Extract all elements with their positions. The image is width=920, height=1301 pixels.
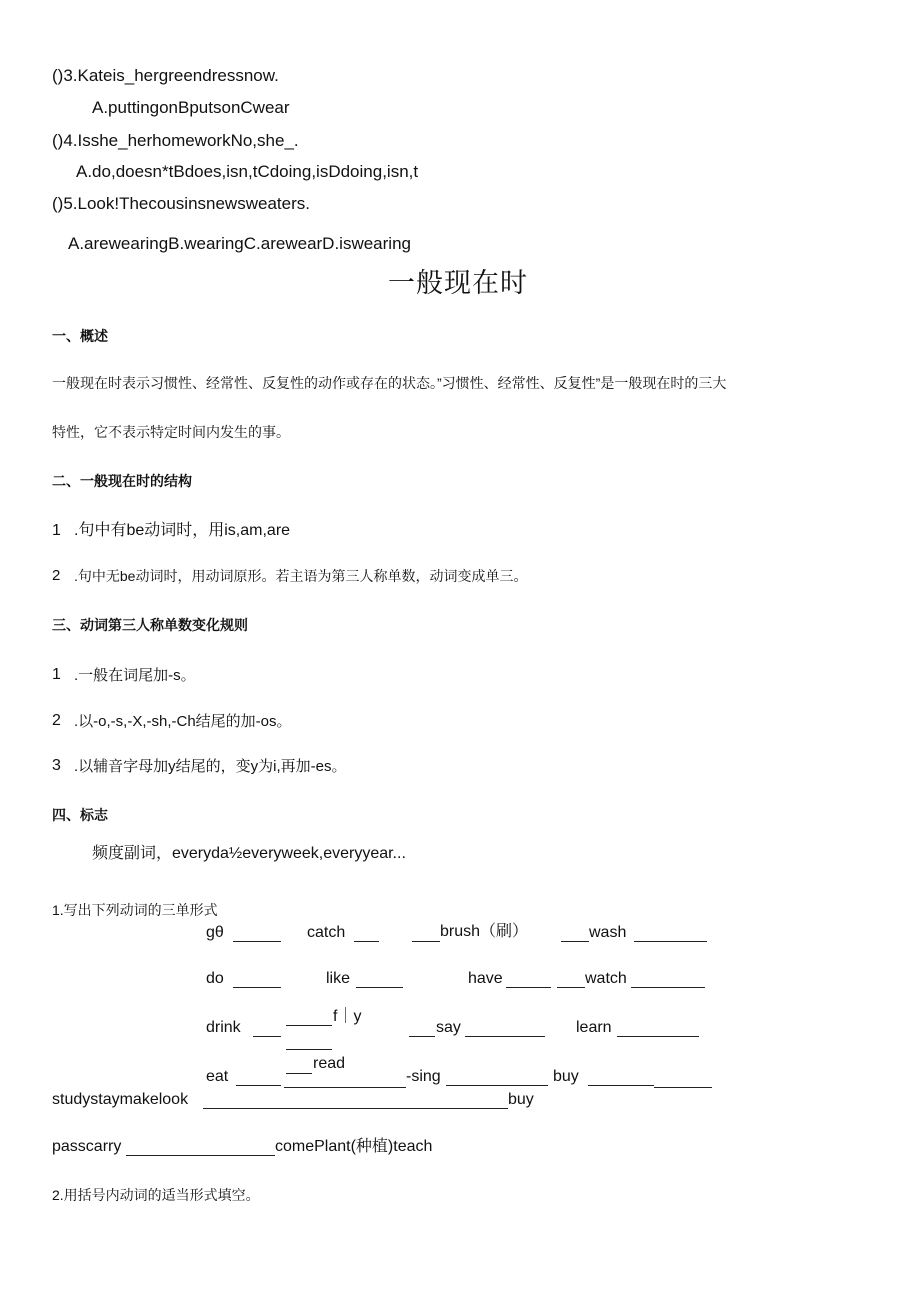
- word-catch: catch: [307, 924, 346, 941]
- word-fly: f｜y: [333, 1008, 362, 1025]
- word-watch: watch: [585, 970, 627, 987]
- section-3-item-3: .以辅音字母加y结尾的，变y为i,再加-es。: [74, 758, 347, 775]
- answer-blank[interactable]: [409, 1036, 435, 1037]
- answer-blank[interactable]: [126, 1155, 275, 1156]
- answer-blank[interactable]: [253, 1036, 281, 1037]
- section-3-item-1-number: 1: [52, 666, 61, 683]
- answer-blank[interactable]: [506, 987, 551, 988]
- section-4-heading: 四、标志: [52, 807, 108, 823]
- word-read: read: [313, 1055, 346, 1072]
- section-3-item-2: .以-o,-s,-X,-sh,-Ch结尾的加-os。: [74, 713, 292, 730]
- section-3-item-2-number: 2: [52, 712, 61, 729]
- word-wash: wash: [589, 924, 627, 941]
- answer-blank[interactable]: [465, 1036, 545, 1037]
- answer-blank[interactable]: [286, 1073, 312, 1074]
- exercise-2-title: 2.用括号内动词的适当形式填空。: [52, 1187, 260, 1203]
- answer-blank[interactable]: [233, 987, 281, 988]
- section-2-item-2: .句中无be动词时，用动词原形。若主语为第三人称单数，动词变成单三。: [74, 568, 528, 584]
- answer-blank[interactable]: [236, 1085, 281, 1086]
- answer-blank[interactable]: [654, 1087, 712, 1088]
- section-1-paragraph-line-1: 一般现在时表示习惯性、经常性、反复性的动作或存在的状态。”习惯性、经常性、反复性”是一般现在时的三大: [52, 375, 727, 391]
- section-1-heading: 一、概述: [52, 328, 108, 344]
- answer-blank[interactable]: [617, 1036, 699, 1037]
- word-learn: learn: [576, 1019, 612, 1036]
- answer-blank[interactable]: [561, 941, 589, 942]
- answer-blank[interactable]: [356, 987, 403, 988]
- answer-blank[interactable]: [557, 987, 585, 988]
- answer-blank[interactable]: [588, 1085, 654, 1086]
- word-like: like: [326, 970, 351, 987]
- section-1-paragraph-line-2: 特性，它不表示特定时间内发生的事。: [52, 424, 290, 440]
- word-do: do: [206, 970, 224, 987]
- answer-blank[interactable]: [286, 1025, 332, 1026]
- word-line-come: comePlant(种植)teach: [275, 1138, 433, 1155]
- answer-blank[interactable]: [631, 987, 705, 988]
- word-line-pass: passcarry: [52, 1138, 122, 1155]
- word-sing: -sing: [406, 1068, 441, 1085]
- answer-blank[interactable]: [634, 941, 707, 942]
- word-buy: buy: [553, 1068, 579, 1085]
- answer-blank[interactable]: [446, 1085, 548, 1086]
- exercise-1-title: 1.写出下列动词的三单形式: [52, 902, 218, 918]
- page-title: 一般现在时: [388, 268, 528, 298]
- answer-blank[interactable]: [233, 941, 281, 942]
- word-say: say: [436, 1019, 461, 1036]
- word-buy-2: buy: [508, 1091, 534, 1108]
- question-4-options: A.do,doesn*tBdoes,isn,tCdoing,isDdoing,isn,t: [76, 162, 419, 181]
- answer-blank[interactable]: [284, 1087, 406, 1088]
- word-line-study: studystaymakelook: [52, 1091, 189, 1108]
- answer-blank[interactable]: [286, 1049, 332, 1050]
- word-brush: brush（刷）: [440, 923, 529, 940]
- word-eat: eat: [206, 1068, 229, 1085]
- section-2-item-1-number: 1: [52, 522, 61, 539]
- word-have: have: [468, 970, 503, 987]
- section-2-item-1: .句中有be动词时，用is,am,are: [74, 522, 291, 539]
- answer-blank[interactable]: [354, 941, 379, 942]
- word-drink: drink: [206, 1019, 241, 1036]
- question-5-options: A.arewearingB.wearingC.arewearD.iswearing: [68, 234, 411, 253]
- question-4: ()4.Isshe_herhomeworkNo,she_.: [52, 131, 299, 150]
- answer-blank[interactable]: [412, 941, 440, 942]
- question-5: ()5.Look!Thecousinsnewsweaters.: [52, 194, 310, 213]
- answer-blank[interactable]: [203, 1108, 508, 1109]
- section-3-heading: 三、动词第三人称单数变化规则: [52, 617, 248, 633]
- section-2-heading: 二、一般现在时的结构: [52, 473, 192, 489]
- section-3-item-3-number: 3: [52, 757, 61, 774]
- word-go: gθ: [206, 924, 224, 941]
- section-3-item-1: .一般在词尾加-s。: [74, 667, 196, 684]
- section-2-item-2-number: 2: [52, 567, 61, 584]
- question-3-options: A.puttingonBputsonCwear: [92, 98, 290, 117]
- question-3: ()3.Kateis_hergreendressnow.: [52, 66, 279, 85]
- frequency-adverbs: 频度副词，everyda½everyweek,everyyear...: [92, 845, 406, 862]
